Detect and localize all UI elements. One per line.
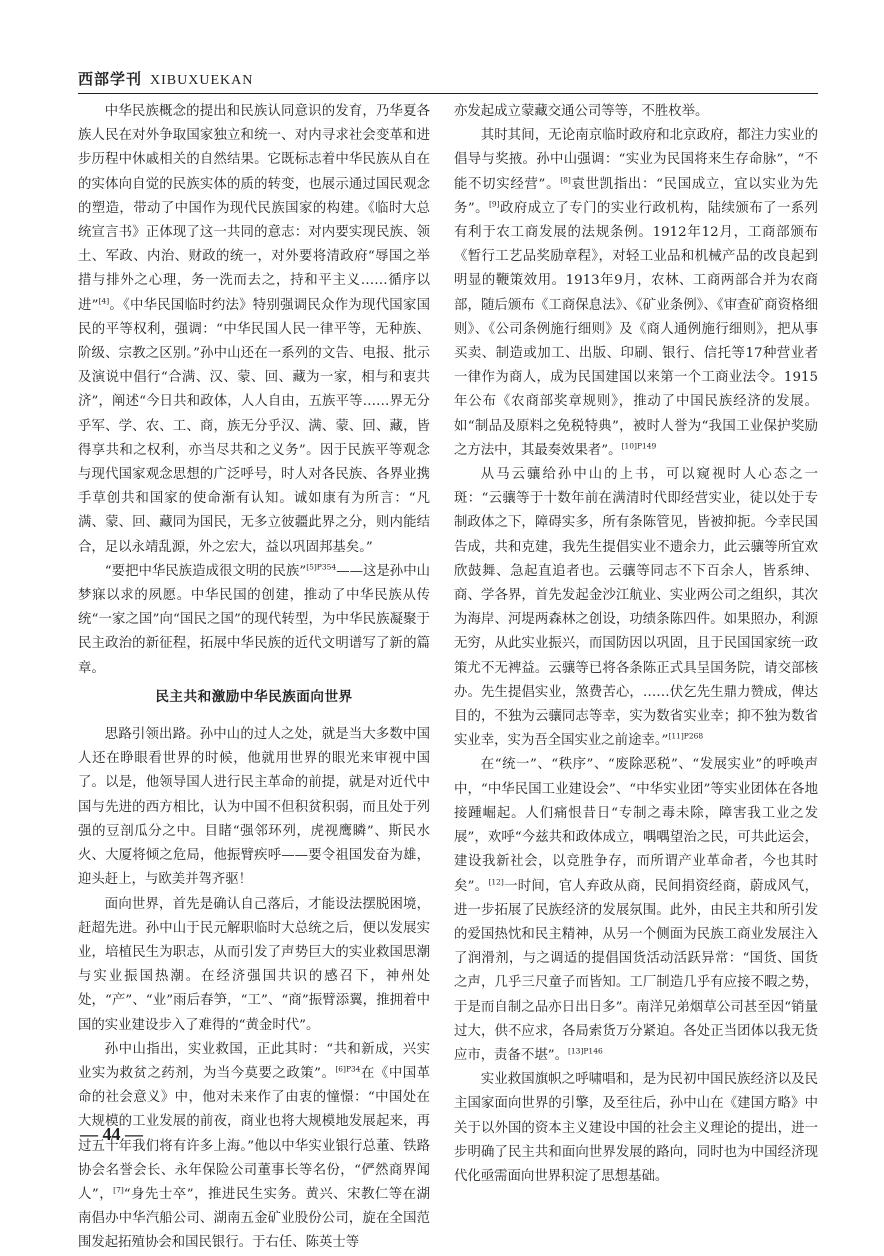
paragraph-text: 。《中华民国临时约法》特别强调民众作为现代国家国民的平等权利，强调：“中华民国人民一律平等，无种族、阶级、宗教之区别。”孙中山还在一系列的文告、电报、批示及演说中倡行“合满、汉、蒙、回、藏为一家，相与和衷共济”，阐述“今日共和政体，人人自由，五族平等……界无分乎军、学、农、工、商，族无分乎汉、满、蒙、回、藏，皆得享共和之权利，亦当尽共和之义务”。因于民族平等观念与现代国家观念思想的广泛呼号，时人对各民族、各界业携手草创共和国家的使命渐有认知。诚如康有为所言：“凡满、蒙、回、藏同为国民，无多立彼疆此界之分，则内能结合，足以永靖乱源，外之宏大，益以巩固邦基矣。” [78,297,430,555]
journal-name-en: XIBUXUEKAN [150,73,254,88]
paragraph-text: “要把中华民族造成很文明的民族” [104,563,307,579]
paragraph-text: 一时间，官人弃政从商，民间捐资经商，蔚成风气，进一步拓展了民族经济的发展氛围。此外，由民主共和所引发的爱国热忱和民主精神，从另一个侧面为民族工商业发展注入了润滑剂，与之调适的提倡国货活动活跃异常：“国货、国货之声，几乎三尺童子而皆知。工厂制造几乎有应接不暇之势，于是而自制之品亦日出日多”。南洋兄弟烟草公司甚至因“销量过大，供不应求，各局索货万分紧迫。各处正当团体以我无货应市，责备不堪”。 [454,878,818,1063]
paragraph [454,124,818,463]
section-heading: 民主共和激励中华民族面向世界 [155,688,353,705]
right-column [454,100,818,1189]
citation: [5]P354 [306,562,337,572]
journal-header [78,68,818,92]
paragraph-text: “身先士卒”，推进民生实务。黄兴、宋教仁等在湖南倡办中华汽船公司、湖南五金矿业股份公司，旋在全国范围发起拓殖协会和国民银行。于右任、陈英士等 [78,1186,430,1251]
header-rule [78,93,818,94]
paragraph: 亦发起成立蒙藏交通公司等等，不胜枚举。 [454,104,709,119]
citation: [6]P34 [335,1064,361,1074]
page-number: — 44 — [80,1124,143,1144]
paragraph-text: 中华民族概念的提出和民族认同意识的发育，乃华夏各族人民在对外争取国家独立和统一、对内寻求社会变革和进步历程中休戚相关的自然结果。它既标志着中华民族从自在的实体向自觉的民族实体的质的转变，也展示通过国民观念的塑造，带动了中国作为现代民族国家的构建。《临时大总统宣言书》正体现了这一共同的意志：对内要实现民族、领土、军政、内治、财政的统一，对外要将清政府“辱国之举措与排外之心理，务一洗而去之，持和平主义……循序以进” [78,104,430,313]
paragraph [454,753,818,1068]
citation: [13]P146 [567,1046,603,1056]
paragraph: 思路引领出路。孙中山的过人之处，就是当大多数中国人还在睁眼看世界的时候，他就用世界的眼光来审视中国了。以是，他领导国人进行民主革命的前提，就是对近代中国与先进的西方相比，认为中国不但积贫积弱，而且处于列强的豆剖瓜分之中。目睹“强邻环列，虎视鹰瞵”、斯民水火、大厦将倾之危局，他振臂疾呼——要令祖国发奋为雄，迎头赶上，与欧美并驾齐驱！ [78,727,430,888]
paragraph-text: 其时其间，无论南京临时政府和北京政府，都注力实业的倡导与奖掖。孙中山强调：“实业为民国将来生存命脉”，“不能不切实经营”。 [454,128,818,192]
paragraph [78,1038,430,1256]
paragraph: 实业救国旗帜之呼啸唱和，是为民初中国民族经济以及民主国家面向世界的引擎，及至往后，孙中山在《建国方略》中关于以外国的资本主义建设中国的社会主义理论的提出，进一步明确了民主共和面向世界发展的路向，同时也为中国经济现代化亟需面向世界积淀了思想基础。 [454,1072,818,1184]
paragraph [78,560,430,681]
citation: [12] [488,877,504,887]
paragraph: 面向世界，首先是确认自己落后，才能设法摆脱困境，赶超先进。孙中山于民元解职临时大总统之后，便以发展实业，培植民生为职志，从而引发了声势巨大的实业救国思潮与实业振国热潮。在经济强国共识的感召下，神州处处，“产”、“业”雨后春笋，“工”、“商”振臂添翼，推拥着中国的实业建设步入了难得的“黄金时代”。 [78,896,430,1033]
citation: [10]P149 [621,441,657,451]
paragraph [454,463,818,753]
paragraph-text: 政府成立了专门的实业行政机构，陆续颁布了一系列有利于农工商发展的法规条例。1912年12月，工商部颁布《暂行工艺品奖励章程》，对轻工业品和机械产品的改良起到明显的鞭策效用。1913年9月，农林、工商两部合并为农商部，随后颁布《工商保息法》、《矿业条例》、《审查矿商资格细则》、《公司条例施行细则》及《商人通例施行细则》，把从事买卖、制造或加工、出版、印刷、银行、信托等17种营业者一律作为商人，成为民国建国以来第一个工商业法令。1915年公布《农商部奖章规则》，推动了中国民族经济的发展。如“制品及原料之免税特典”，被时人誉为“我国工业保护奖励之方法中，其最奏效果者”。 [454,200,818,458]
paragraph-text: 从马云骧给孙中山的上书，可以窥视时人心态之一斑：“云骧等于十数年前在满清时代即经营实业，徒以处于专制政体之下，障碍实多，所有条陈管见，皆被抑扼。今幸民国告成，共和克建，我先生提倡实业不遗余力，此云骧等所宜欢欣鼓舞、急起直追者也。云骧等同志不下百余人，皆系绅、商、学各界，首先发起金沙江航业、实业两公司之组织，其次为海岸、河堤两森林之创设，功绩条陈四件。如果照办，利源无穷，从此实业振兴，而国防因以巩固，且于民国国家统一政策尤不无裨益。云骧等已将各条陈正式具呈国务院，请交部核办。先生提倡实业，煞费苦心，……伏乞先生鼎力赞成，俾达目的，不独为云骧同志等幸，实为数省实业幸；抑不独为数省实业幸，实为吾全国实业之前途幸。” [454,467,818,749]
paragraph-text: 袁世凯指出：“民国成立，宜以实业为先务”。 [454,176,818,216]
paragraph [78,100,430,560]
citation: [4] [98,296,110,306]
citation: [8] [560,175,571,185]
paragraph-text: ——这是孙中山梦寐以求的夙愿。中华民国的创建，推动了中华民族从传统“一家之国”向“国民之国”的现代转型，为中华民族凝聚于民主政治的新征程，拓展中华民族的近代文明谱写了新的篇章。 [78,563,430,676]
citation: [7] [113,1185,124,1195]
citation: [11]P268 [668,731,704,741]
journal-name-cn: 西部学刊 [78,70,143,88]
paragraph-text: 在《中国革命的社会意义》中，他对未来作了由衷的憧憬：“中国处在大规模的工业发展的前夜，商业也将大规模地发展起来，再过五十年我们将有许多上海。”他以中华实业银行总董、铁路协会名誉会长、永年保险公司董事长等名份，“俨然商界闻人”， [78,1065,430,1202]
paragraph-text: 孙中山指出，实业救国，正此其时：“共和新成，兴实业实为救贫之药剂，为当今莫要之政策”。 [78,1041,430,1081]
left-column [78,100,430,1256]
paragraph-text: 在“统一”、“秩序”、“废除恶税”、“发展实业”的呼唤声中，“中华民国工业建设会”、“中华实业团”等实业团体在各地接踵崛起。人们痛恨昔日“专制之毒未除，障害我工业之发展”，欢呼“今兹共和政体成立，喁喁望治之民，可共此运会，建设我新社会，以竞胜争存，而所谓产业革命者，今也其时矣”。 [454,757,818,894]
citation: [9] [488,199,500,209]
